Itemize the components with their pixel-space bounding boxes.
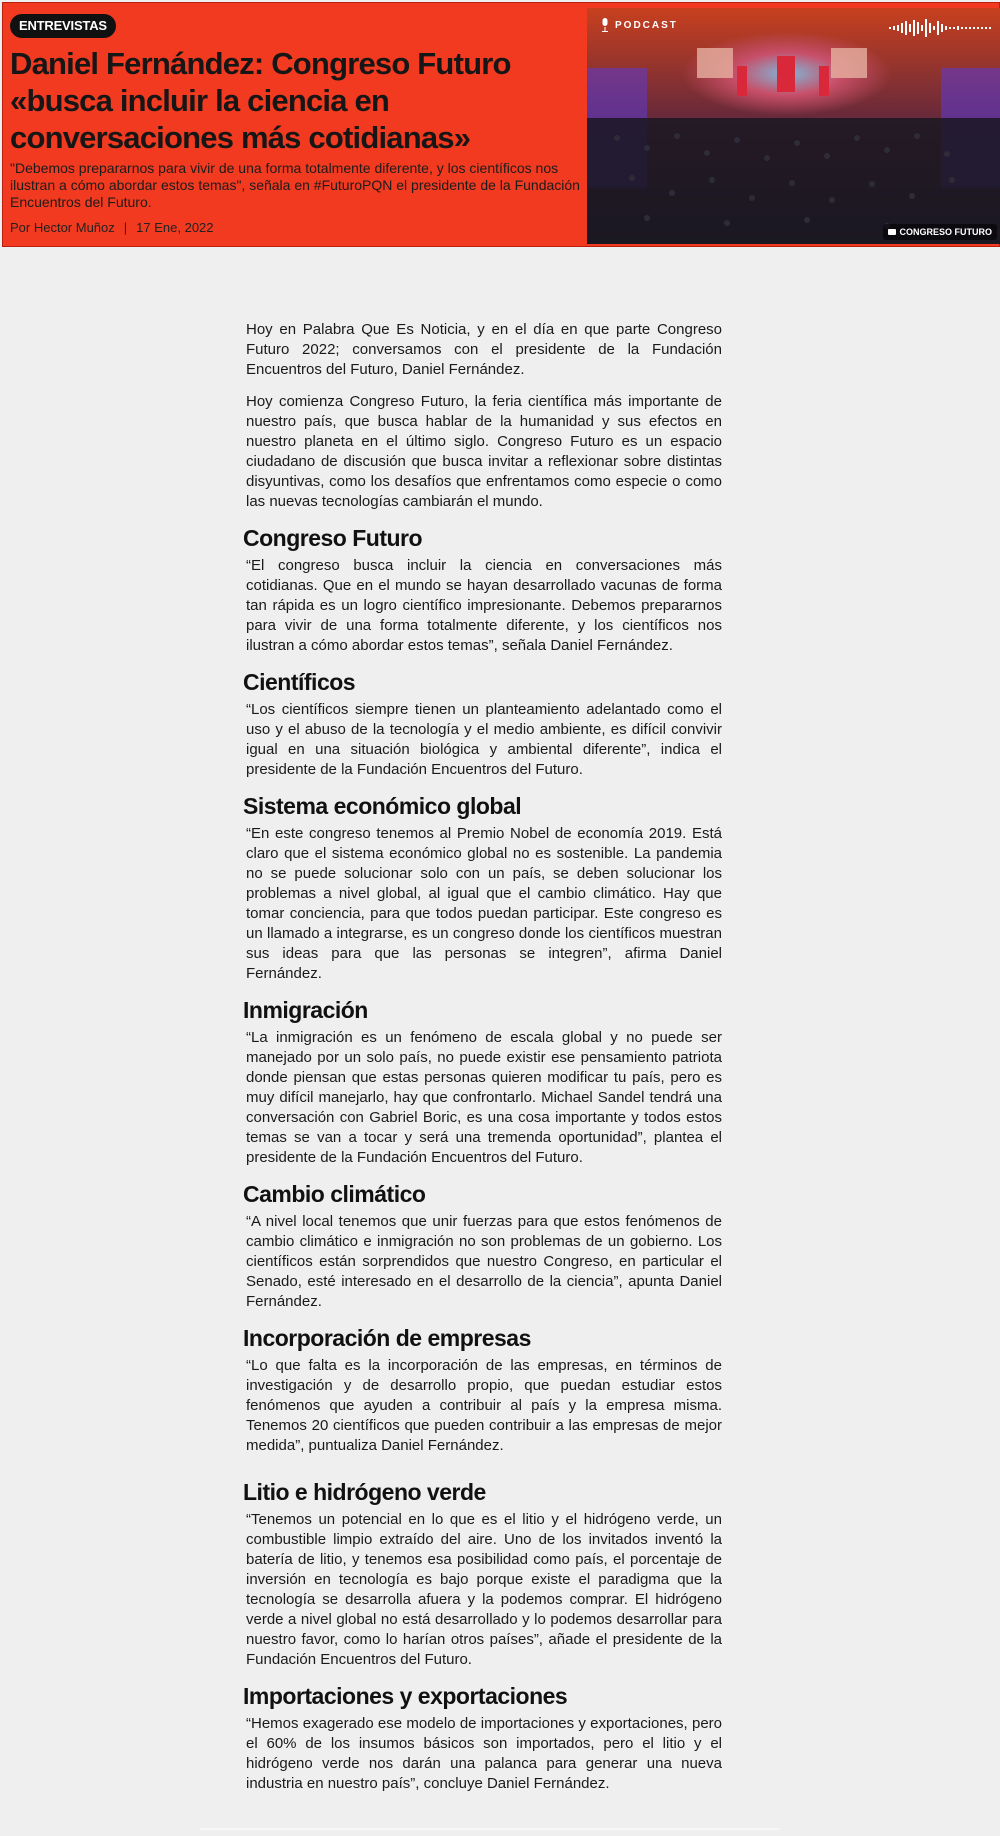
section-heading: Sistema económico global: [243, 793, 522, 819]
podcast-label: [601, 18, 678, 32]
article-hero: [2, 2, 1000, 247]
section-heading: Inmigración: [243, 997, 368, 1023]
section-paragraph: “El congreso busca incluir la ciencia en conversaciones más cotidianas. Que en el mundo se hayan desarrollado vacunas de forma tan rápida es un logro científico impresionante. Debemos prepararnos para vivir de una forma totalmente diferente, y los científicos nos ilustran a cómo abordar estos temas”, señala Daniel Fernández.: [246, 557, 722, 654]
mic-icon: [601, 18, 609, 32]
brand-badge: [883, 224, 997, 240]
article-body: [243, 320, 722, 1806]
waveform-icon: [889, 18, 993, 38]
section-heading: Cambio climático: [243, 1181, 426, 1207]
article-title: Daniel Fernández: Congreso Futuro «busca incluir la ciencia en conversaciones más cotidianas»: [10, 46, 511, 155]
section-paragraph: “La inmigración es un fenómeno de escala global y no puede ser manejado por un solo país, no puede existir ese pensamiento patriota donde piensan que estas personas quieren modificar tu país, pero es muy difícil manejarlo, hay que confrontarlo. Michael Sandel tendrá una conversación con Gabriel Boric, es una cosa importante y todos estos temas se van a tocar y será una tremenda oportunidad”, plantea el presidente de la Fundación Encuentros del Futuro.: [246, 1029, 722, 1166]
section-heading: Litio e hidrógeno verde: [243, 1479, 486, 1505]
hero-image[interactable]: [587, 8, 1000, 244]
byline-separator: |: [123, 220, 128, 235]
publish-date: 17 Ene, 2022: [136, 220, 214, 235]
section-paragraph: “Hemos exagerado ese modelo de importaciones y exportaciones, pero el 60% de los insumos básicos son importados, pero el litio y el hidrógeno verde nos darán una palanca para generar una nueva industria en nuestro país”, concluye Daniel Fernández.: [246, 1715, 722, 1792]
intro-paragraph: Hoy en Palabra Que Es Noticia, y en el día en que parte Congreso Futuro 2022; conversamos con el presidente de la Fundación Encuentros del Futuro, Daniel Fernández.: [246, 321, 722, 378]
intro-paragraph: Hoy comienza Congreso Futuro, la feria científica más importante de nuestro país, que busca hablar de la humanidad y sus efectos en nuestro planeta en el último siglo. Congreso Futuro es un espacio ciudadano de discusión que busca invitar a reflexionar sobre distintas disyuntivas, como los desafíos que enfrentamos como especie o como las nuevas tecnologías cambiarán el mundo.: [246, 393, 722, 510]
podcast-text: PODCAST: [615, 19, 678, 31]
section-heading: Importaciones y exportaciones: [243, 1683, 568, 1709]
brand-badge-text: CONGRESO FUTURO: [899, 227, 992, 237]
section-paragraph: “En este congreso tenemos al Premio Nobel de economía 2019. Está claro que el sistema económico global no es sostenible. La pandemia no se puede solucionar solo con un país, se deben solucionar los problemas a nivel global, al igual que el cambio climático. Hay que tomar conciencia, para que todos puedan participar. Este congreso es un llamado a integrarse, es un congreso donde los científicos muestran sus ideas para que las personas se integren”, afirma Daniel Fernández.: [246, 825, 722, 982]
auditorium-photo-illustration: [587, 8, 1000, 244]
article-subtitle: "Debemos prepararnos para vivir de una forma totalmente diferente, y los científicos nos ilustran a cómo abordar estos temas", señala en #FuturoPQN el presidente de la Fundación Encuentros del Futuro.: [10, 160, 580, 210]
camera-icon: [888, 229, 896, 235]
category-tag[interactable]: ENTREVISTAS: [10, 14, 116, 38]
section-paragraph: “Tenemos un potencial en lo que es el litio y el hidrógeno verde, un combustible limpio extraído del aire. Uno de los invitados inventó la batería de litio, y tenemos esa posibilidad como país, el porcentaje de inversión en tecnología es bajo porque existe el paradigma que la tecnología se desarrolla afuera y la podemos comprar. El hidrógeno verde a nivel global no está desarrollado y lo podemos desarrollar para nuestro favor, como lo harían otros países”, añade el presidente de la Fundación Encuentros del Futuro.: [246, 1511, 722, 1668]
byline: [10, 220, 214, 235]
section-heading: Congreso Futuro: [243, 525, 423, 551]
section-paragraph: “A nivel local tenemos que unir fuerzas para que estos fenómenos de cambio climático e inmigración no son problemas de un gobierno. Los científicos están sorprendidos que nuestro Congreso, en particular el Senado, esté interesado en el desarrollo de la ciencia”, apunta Daniel Fernández.: [246, 1213, 722, 1310]
section-paragraph: “Los científicos siempre tienen un planteamiento adelantado como el uso y el abuso de la tecnología y el medio ambiente, es difícil convivir igual en una situación biológica y ambiental diferente”, indica el presidente de la Fundación Encuentros del Futuro.: [246, 701, 722, 778]
section-heading: Incorporación de empresas: [243, 1325, 531, 1351]
section-heading: Científicos: [243, 669, 356, 695]
section-paragraph: “Lo que falta es la incorporación de las empresas, en términos de investigación y de desarrollo propio, que puedan estudiar estos fenómenos que ayuden a contribuir al país y la empresa misma. Tenemos 20 científicos que pueden contribuir a las empresas de mejor medida”, puntualiza Daniel Fernández.: [246, 1357, 722, 1454]
footer-divider: [200, 1828, 780, 1830]
author-link[interactable]: Por Hector Muñoz: [10, 220, 115, 235]
